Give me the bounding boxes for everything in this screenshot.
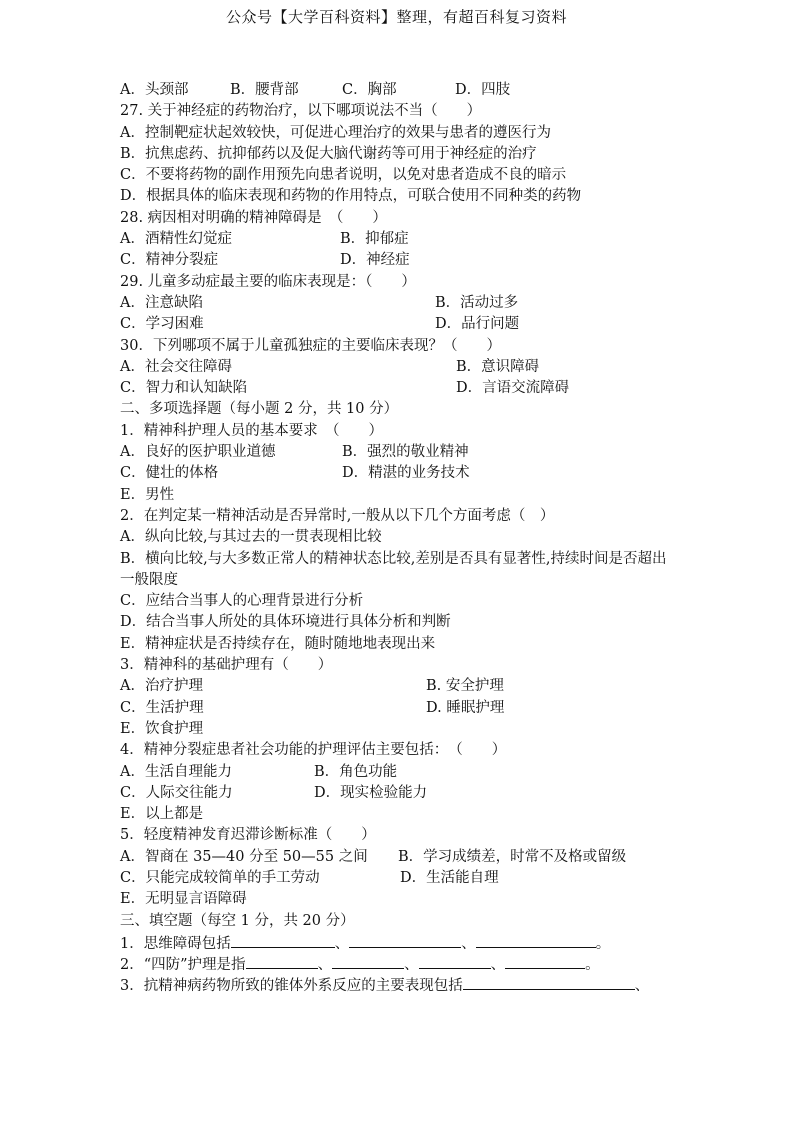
page-header: 公众号【大学百科资料】整理，有超百科复习资料 — [225, 8, 567, 26]
m4-stem: 4．精神分裂症患者社会功能的护理评估主要包括： （ ） — [120, 742, 507, 759]
option: C．人际交往能力 — [120, 784, 233, 801]
m3-option-e: E．饮食护理 — [120, 720, 204, 737]
m2-option-a: A．纵向比较,与其过去的一贯表现相比较 — [120, 529, 382, 546]
m1-options-row2 — [120, 463, 680, 484]
q27-stem: 27. 关于神经症的药物治疗，以下哪项说法不当（ ） — [120, 103, 482, 120]
m1-options-row1 — [120, 442, 680, 463]
option: B．强烈的敬业精神 — [342, 444, 469, 461]
m4-options-row1 — [120, 762, 680, 783]
option: D．神经症 — [340, 252, 410, 269]
option: A．头颈部 — [120, 82, 189, 98]
q27-option-c: C．不要将药物的副作用预先向患者说明，以免对患者造成不良的暗示 — [120, 167, 567, 184]
m3-options-row1 — [120, 676, 680, 697]
option: C．生活护理 — [120, 699, 204, 716]
option: A．智商在 35—40 分至 50—55 之间 — [120, 848, 368, 865]
fill-text: 3．抗精神病药物所致的锥体外系反应的主要表现包括 — [120, 978, 463, 995]
fill-2: 2．“四防”护理是指 、 、 、 。 — [120, 953, 680, 974]
q28-options-row1 — [120, 229, 680, 250]
m4-option-e: E．以上都是 — [120, 806, 204, 823]
fill-text: 2．“四防”护理是指 — [120, 957, 246, 974]
blank[interactable] — [476, 932, 596, 948]
m5-options-row2 — [120, 868, 680, 889]
blank[interactable] — [349, 932, 461, 948]
q28-stem: 28. 病因相对明确的精神障碍是 （ ） — [120, 209, 387, 226]
option: C．胸部 — [342, 82, 397, 98]
blank[interactable] — [463, 974, 635, 990]
option: D．现实检验能力 — [314, 784, 428, 801]
m2-option-b: B．横向比较,与大多数正常人的精神状态比较,差别是否具有显著性,持续时间是否超出一般限度 — [120, 550, 667, 588]
q27-option-d: D．根据具体的临床表现和药物的作用特点，可联合使用不同种类的药物 — [120, 188, 582, 205]
option: C．学习困难 — [120, 316, 204, 333]
m2-stem: 2．在判定某一精神活动是否异常时,一般从以下几个方面考虑（ ） — [120, 507, 555, 524]
section-title: 二、多项选择题（每小题 2 分，共 10 分） — [120, 401, 399, 418]
option: D．言语交流障碍 — [456, 380, 570, 397]
option: C．只能完成较简单的手工劳动 — [120, 869, 320, 886]
option: D．精湛的业务技术 — [342, 465, 470, 482]
fill-text: 1．思维障碍包括 — [120, 935, 231, 952]
blank[interactable] — [505, 953, 585, 969]
m3-options-row2 — [120, 698, 680, 719]
option: A．社会交往障碍 — [120, 358, 232, 375]
option: A．注意缺陷 — [120, 294, 203, 311]
section-title: 三、填空题（每空 1 分，共 20 分） — [120, 912, 355, 929]
option: A．良好的医护职业道德 — [120, 444, 276, 461]
option: C．智力和认知缺陷 — [120, 380, 248, 397]
q30-options-row1 — [120, 357, 680, 378]
q30-stem: 30．下列哪项不属于儿童孤独症的主要临床表现？（ ） — [120, 337, 501, 354]
q29-options-row1 — [120, 293, 680, 314]
option: A．治疗护理 — [120, 678, 203, 695]
m4-options-row2 — [120, 783, 680, 804]
m2-option-c: C．应结合当事人的心理背景进行分析 — [120, 593, 364, 610]
fill-3: 3．抗精神病药物所致的锥体外系反应的主要表现包括 、 — [120, 974, 680, 995]
option: D．品行问题 — [435, 316, 520, 333]
option: A．酒精性幻觉症 — [120, 231, 232, 248]
q29-options-row2 — [120, 314, 680, 335]
option: B．角色功能 — [314, 763, 398, 780]
document-body — [120, 80, 680, 996]
q29-stem: 29. 儿童多动症最主要的临床表现是：（ ） — [120, 273, 416, 290]
blank[interactable] — [231, 932, 335, 948]
option: D．生活能自理 — [400, 869, 499, 886]
blank[interactable] — [246, 953, 318, 969]
q27-option-b: B．抗焦虑药、抗抑郁药以及促大脑代谢药等可用于神经症的治疗 — [120, 145, 537, 162]
fill-1: 1．思维障碍包括 、 、 。 — [120, 932, 680, 953]
blank[interactable] — [332, 953, 404, 969]
q30-options-row2 — [120, 378, 680, 399]
q27-option-a: A．控制靶症状起效较快，可促进心理治疗的效果与患者的遵医行为 — [120, 124, 551, 141]
option: B．腰背部 — [230, 82, 299, 98]
option: B．学习成绩差，时常不及格或留级 — [398, 848, 627, 865]
m1-stem: 1．精神科护理人员的基本要求 （ ） — [120, 422, 383, 439]
m5-stem: 5．轻度精神发育迟滞诊断标准（ ） — [120, 827, 376, 844]
blank[interactable] — [419, 953, 491, 969]
m5-options-row1 — [120, 847, 680, 868]
option: D. 睡眠护理 — [426, 699, 505, 716]
option: D．四肢 — [455, 82, 511, 98]
m3-stem: 3．精神科的基础护理有（ ） — [120, 657, 333, 674]
option: C．健壮的体格 — [120, 465, 219, 482]
option: B．抑郁症 — [340, 231, 409, 248]
option: B．活动过多 — [435, 294, 519, 311]
option: A．生活自理能力 — [120, 763, 232, 780]
q26-options — [120, 80, 680, 101]
m1-option-e: E．男性 — [120, 486, 175, 503]
q28-options-row2 — [120, 250, 680, 271]
m2-option-e: E．精神症状是否持续存在，随时随地地表现出来 — [120, 635, 436, 652]
m2-option-d: D．结合当事人所处的具体环境进行具体分析和判断 — [120, 614, 451, 631]
option: B. 安全护理 — [426, 678, 504, 695]
option: B．意识障碍 — [456, 358, 540, 375]
m5-option-e: E．无明显言语障碍 — [120, 891, 247, 908]
option: C．精神分裂症 — [120, 252, 219, 269]
